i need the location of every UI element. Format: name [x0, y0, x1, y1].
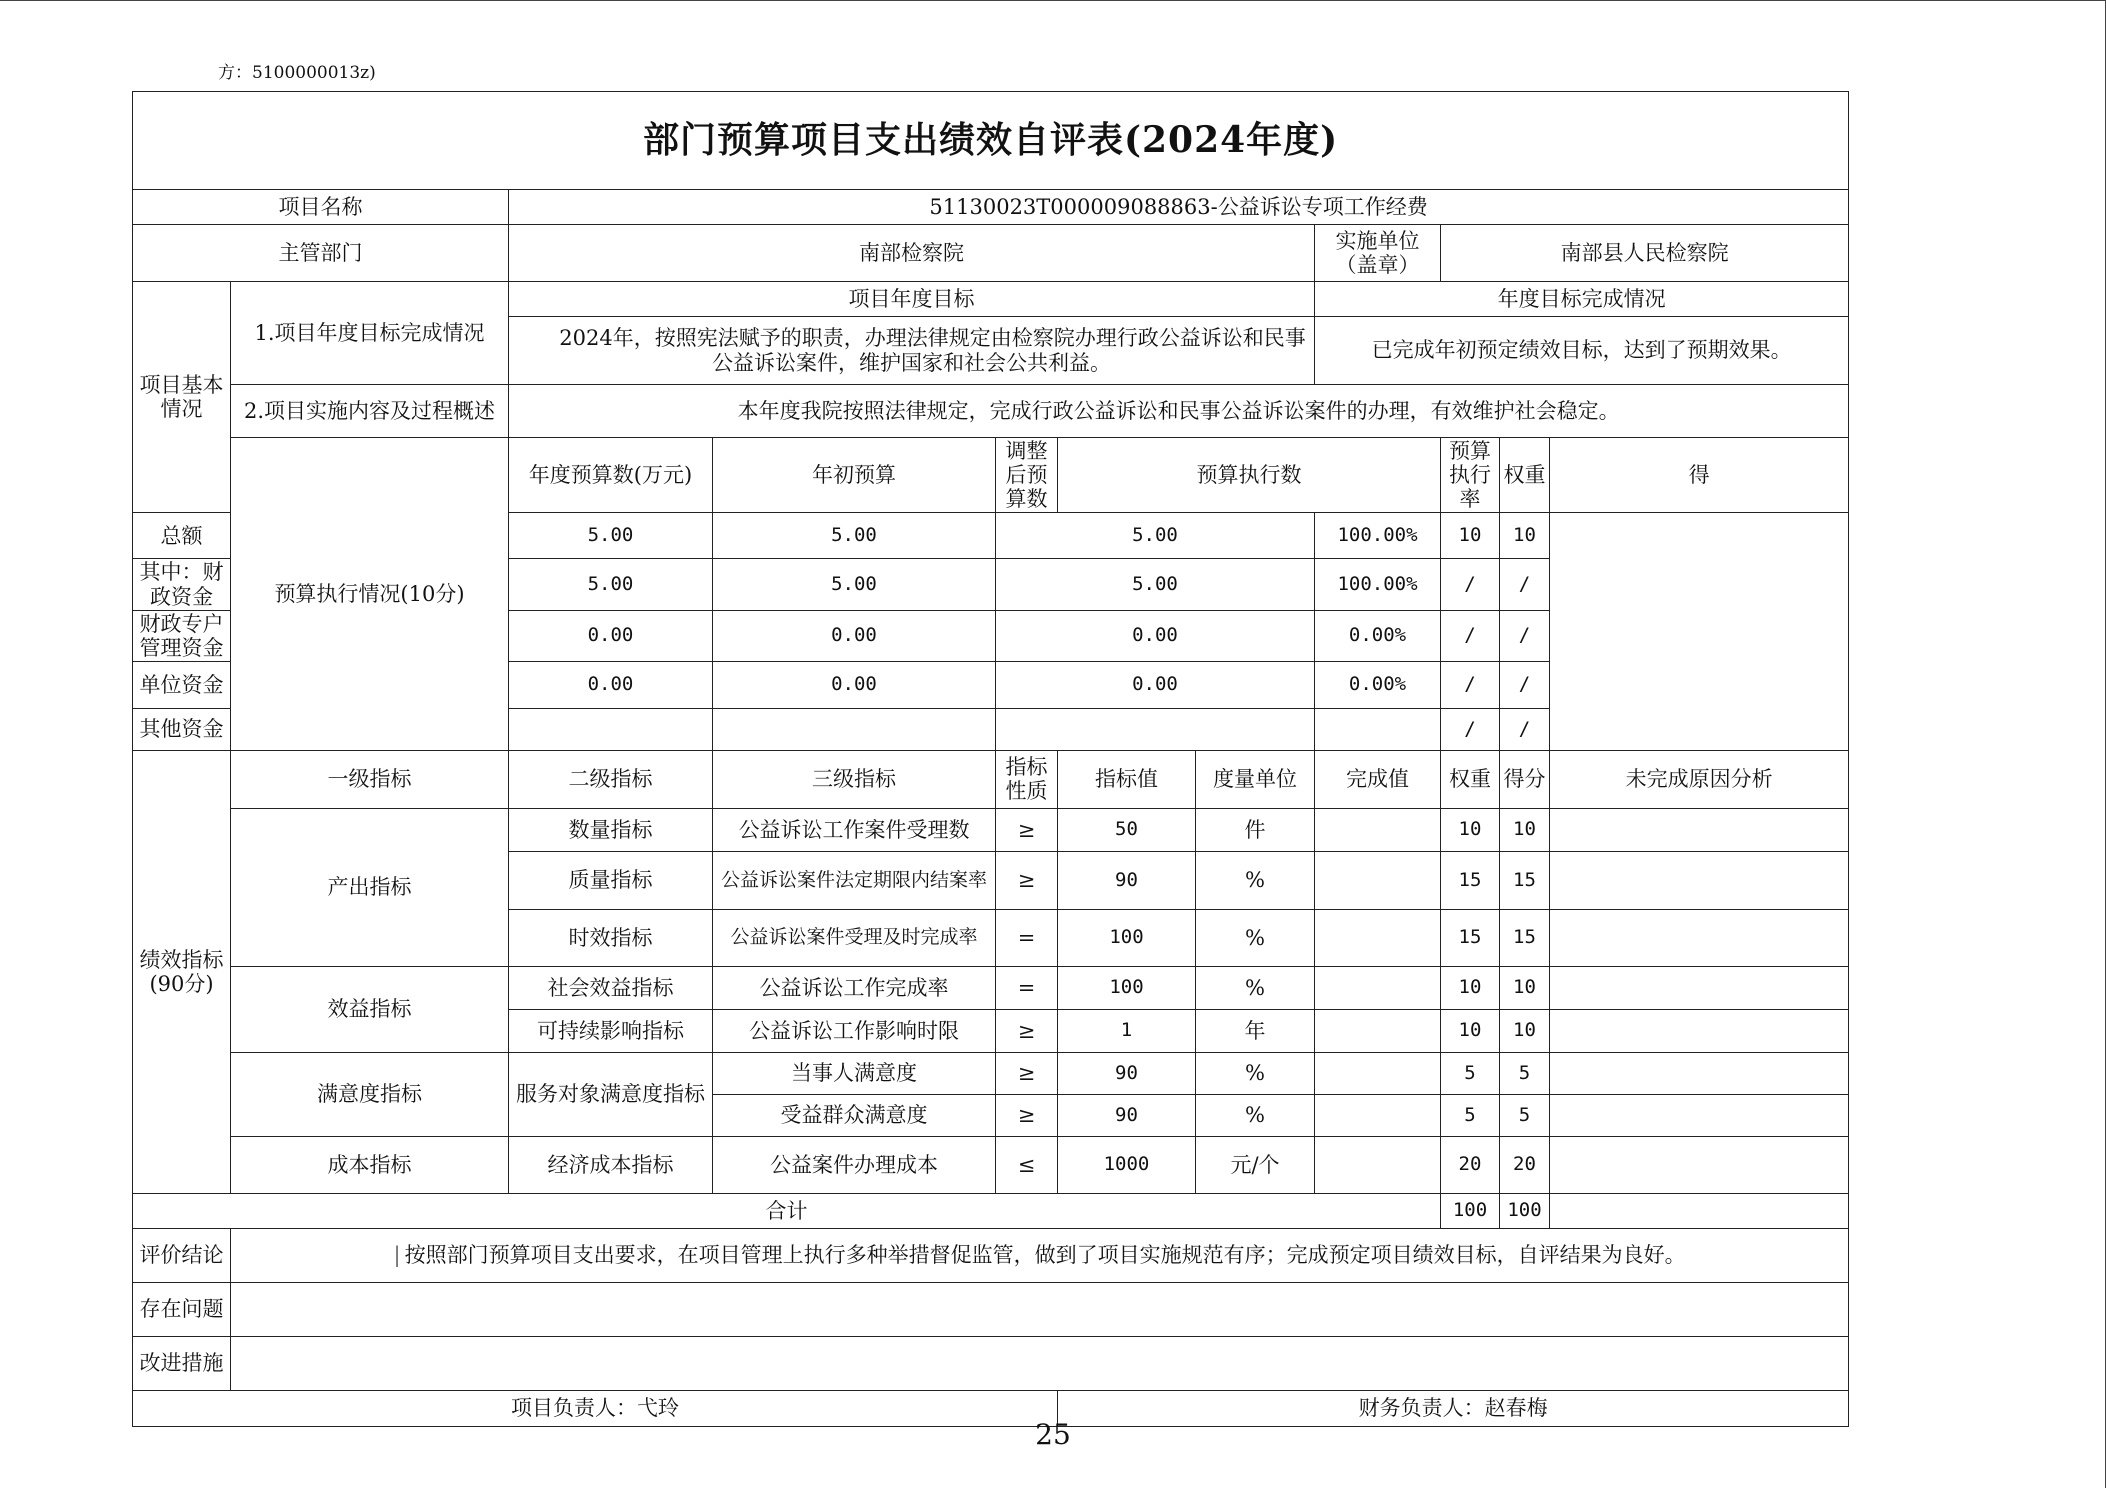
budget-row-score: /: [1500, 708, 1550, 750]
perf-group-cost: 成本指标: [231, 1136, 509, 1193]
budget-row-rate: 100.00%: [1315, 513, 1441, 559]
budget-header-score: 得: [1550, 438, 1849, 513]
perf-row-level3: 受益群众满意度: [713, 1094, 996, 1136]
measures-label: 改进措施: [133, 1336, 231, 1390]
performance-table: [132, 91, 1849, 1427]
implementation-label: 2.项目实施内容及过程概述: [231, 385, 509, 438]
department-value: 南部检察院: [509, 225, 1315, 282]
perf-header-actual: 完成值: [1315, 750, 1441, 808]
perf-header-level1: 一级指标: [231, 750, 509, 808]
perf-header-score: 得分: [1500, 750, 1550, 808]
perf-row-score: 15: [1500, 909, 1550, 966]
budget-row-weight: /: [1441, 708, 1500, 750]
perf-row-value: 100: [1058, 966, 1196, 1009]
budget-row-executed: [996, 708, 1315, 750]
perf-row-value: 90: [1058, 851, 1196, 909]
conclusion-label: 评价结论: [133, 1228, 231, 1282]
annual-goal-text: 2024年，按照宪法赋予的职责，办理法律规定由检察院办理行政公益诉讼和民事公益诉讼案件，维护国家和社会公共利益。: [509, 317, 1315, 385]
perf-row-actual: [1315, 851, 1441, 909]
perf-row-actual: [1315, 966, 1441, 1009]
perf-row-level3: 公益诉讼案件受理及时完成率: [713, 909, 996, 966]
perf-row-nature: ≥: [996, 1052, 1058, 1094]
perf-row-nature: ≥: [996, 1094, 1058, 1136]
budget-row-score: /: [1500, 610, 1550, 661]
total-score: 100: [1500, 1193, 1550, 1228]
budget-row-rate: 100.00%: [1315, 559, 1441, 610]
budget-row-weight: /: [1441, 661, 1500, 708]
total-analysis: [1550, 1193, 1849, 1228]
perf-header-value: 指标值: [1058, 750, 1196, 808]
perf-group-benefit: 效益指标: [231, 966, 509, 1052]
perf-row-unit: %: [1196, 1052, 1315, 1094]
implementing-unit-value: 南部县人民检察院: [1441, 225, 1849, 282]
perf-row-unit: 年: [1196, 1009, 1315, 1052]
conclusion-text: 按照部门预算项目支出要求，在项目管理上执行多种举措督促监管，做到了项目实施规范有序；完成预定项目绩效目标，自评结果为良好。: [404, 1243, 1686, 1268]
budget-row-initial: 5.00: [509, 513, 713, 559]
perf-row-actual: [1315, 1052, 1441, 1094]
conclusion-cell: [231, 1228, 1849, 1282]
perf-row-nature: =: [996, 909, 1058, 966]
budget-row-name: 财政专户管理资金: [133, 610, 231, 661]
budget-row-initial: 0.00: [509, 610, 713, 661]
budget-header-adjusted: 调整后预算数: [996, 438, 1058, 513]
page-number: 25: [1035, 1418, 1071, 1451]
perf-row-score: 10: [1500, 808, 1550, 851]
perf-row-actual: [1315, 808, 1441, 851]
budget-row-rate: 0.00%: [1315, 661, 1441, 708]
perf-row-unit: %: [1196, 1094, 1315, 1136]
perf-row-analysis: [1550, 1009, 1849, 1052]
perf-row-unit: %: [1196, 909, 1315, 966]
perf-row-actual: [1315, 1136, 1441, 1193]
perf-row-level3: 公益诉讼工作案件受理数: [713, 808, 996, 851]
perf-row-analysis: [1550, 808, 1849, 851]
perf-row-weight: 5: [1441, 1094, 1500, 1136]
budget-row-score: /: [1500, 661, 1550, 708]
perf-header-level3: 三级指标: [713, 750, 996, 808]
perf-row-weight: 15: [1441, 851, 1500, 909]
perf-row-nature: =: [996, 966, 1058, 1009]
perf-row-level3: 当事人满意度: [713, 1052, 996, 1094]
budget-row-weight: 10: [1441, 513, 1500, 559]
budget-row-executed: 0.00: [996, 661, 1315, 708]
goal-completion-label: 1.项目年度目标完成情况: [231, 282, 509, 385]
perf-row-actual: [1315, 1094, 1441, 1136]
perf-row-nature: ≤: [996, 1136, 1058, 1193]
budget-row-rate: [1315, 708, 1441, 750]
budget-row-initial: 0.00: [509, 661, 713, 708]
perf-row-actual: [1315, 909, 1441, 966]
perf-group-output: 产出指标: [231, 808, 509, 966]
budget-row-adjusted: [713, 708, 996, 750]
perf-row-level2: 社会效益指标: [509, 966, 713, 1009]
perf-row-nature: ≥: [996, 808, 1058, 851]
budget-row-initial: 5.00: [509, 559, 713, 610]
perf-row-analysis: [1550, 851, 1849, 909]
budget-row-name: 其中：财政资金: [133, 559, 231, 610]
issues-text: [231, 1282, 1849, 1336]
perf-row-analysis: [1550, 1136, 1849, 1193]
budget-row-weight: /: [1441, 559, 1500, 610]
perf-row-analysis: [1550, 1094, 1849, 1136]
perf-row-level2: 经济成本指标: [509, 1136, 713, 1193]
perf-row-level3: 公益诉讼工作影响时限: [713, 1009, 996, 1052]
budget-reason-cell: [1550, 513, 1849, 751]
budget-row-adjusted: 0.00: [713, 661, 996, 708]
document-caption: 方：5100000013z): [218, 63, 376, 83]
perf-row-weight: 20: [1441, 1136, 1500, 1193]
budget-row-executed: 0.00: [996, 610, 1315, 661]
total-label: 合计: [133, 1193, 1441, 1228]
perf-row-nature: ≥: [996, 851, 1058, 909]
annual-goal-header: 项目年度目标: [509, 282, 1315, 317]
total-weight: 100: [1441, 1193, 1500, 1228]
perf-row-level3: 公益案件办理成本: [713, 1136, 996, 1193]
perf-row-value: 50: [1058, 808, 1196, 851]
perf-row-score: 10: [1500, 1009, 1550, 1052]
perf-row-analysis: [1550, 966, 1849, 1009]
page-title: 部门预算项目支出绩效自评表(2024年度): [133, 92, 1849, 190]
budget-header-executed: 预算执行数: [1058, 438, 1441, 513]
implementation-text: 本年度我院按照法律规定，完成行政公益诉讼和民事公益诉讼案件的办理，有效维护社会稳定。: [509, 385, 1849, 438]
project-name-label: 项目名称: [133, 190, 509, 225]
budget-header-initial: 年初预算: [713, 438, 996, 513]
text-cursor-mark: |: [393, 1243, 401, 1268]
perf-row-value: 90: [1058, 1052, 1196, 1094]
budget-section-label: 预算执行情况(10分): [231, 438, 509, 751]
project-name-value: 51130023T000009088863-公益诉讼专项工作经费: [509, 190, 1849, 225]
budget-header-rate: 预算执行率: [1441, 438, 1500, 513]
perf-row-level2: 质量指标: [509, 851, 713, 909]
budget-row-weight: /: [1441, 610, 1500, 661]
perf-row-value: 1: [1058, 1009, 1196, 1052]
perf-row-analysis: [1550, 909, 1849, 966]
perf-row-score: 10: [1500, 966, 1550, 1009]
perf-row-level3: 公益诉讼工作完成率: [713, 966, 996, 1009]
department-label: 主管部门: [133, 225, 509, 282]
perf-row-weight: 5: [1441, 1052, 1500, 1094]
budget-header-item: 年度预算数(万元): [509, 438, 713, 513]
budget-row-score: 10: [1500, 513, 1550, 559]
perf-row-unit: %: [1196, 851, 1315, 909]
perf-row-weight: 10: [1441, 966, 1500, 1009]
perf-row-score: 5: [1500, 1052, 1550, 1094]
perf-row-value: 100: [1058, 909, 1196, 966]
perf-header-weight: 权重: [1441, 750, 1500, 808]
basic-info-section-label: 项目基本情况: [133, 282, 231, 513]
perf-group-satisfaction: 满意度指标: [231, 1052, 509, 1136]
budget-row-score: /: [1500, 559, 1550, 610]
measures-text: [231, 1336, 1849, 1390]
goal-completion-header: 年度目标完成情况: [1315, 282, 1849, 317]
perf-row-level2: 可持续影响指标: [509, 1009, 713, 1052]
finance-lead: 财务负责人：赵春梅: [1058, 1390, 1849, 1426]
budget-row-rate: 0.00%: [1315, 610, 1441, 661]
perf-header-nature: 指标性质: [996, 750, 1058, 808]
budget-row-name: 其他资金: [133, 708, 231, 750]
budget-row-adjusted: 5.00: [713, 513, 996, 559]
perf-header-analysis: 未完成原因分析: [1550, 750, 1849, 808]
perf-row-score: 20: [1500, 1136, 1550, 1193]
perf-row-nature: ≥: [996, 1009, 1058, 1052]
budget-header-weight: 权重: [1500, 438, 1550, 513]
perf-row-weight: 15: [1441, 909, 1500, 966]
perf-row-analysis: [1550, 1052, 1849, 1094]
perf-header-level2: 二级指标: [509, 750, 713, 808]
perf-row-score: 15: [1500, 851, 1550, 909]
perf-row-value: 90: [1058, 1094, 1196, 1136]
budget-row-adjusted: 0.00: [713, 610, 996, 661]
perf-row-weight: 10: [1441, 1009, 1500, 1052]
budget-row-executed: 5.00: [996, 559, 1315, 610]
perf-row-level2: 时效指标: [509, 909, 713, 966]
budget-row-name: 单位资金: [133, 661, 231, 708]
budget-row-name: 总额: [133, 513, 231, 559]
perf-row-level2: 数量指标: [509, 808, 713, 851]
page-frame-top: [0, 0, 2106, 1]
budget-row-adjusted: 5.00: [713, 559, 996, 610]
issues-label: 存在问题: [133, 1282, 231, 1336]
budget-row-initial: [509, 708, 713, 750]
perf-satisfaction-level2: 服务对象满意度指标: [509, 1052, 713, 1136]
perf-row-unit: 件: [1196, 808, 1315, 851]
perf-row-actual: [1315, 1009, 1441, 1052]
perf-section-label: 绩效指标(90分): [133, 750, 231, 1193]
perf-row-unit: %: [1196, 966, 1315, 1009]
budget-row-executed: 5.00: [996, 513, 1315, 559]
perf-row-score: 5: [1500, 1094, 1550, 1136]
perf-row-weight: 10: [1441, 808, 1500, 851]
perf-row-unit: 元/个: [1196, 1136, 1315, 1193]
perf-header-unit: 度量单位: [1196, 750, 1315, 808]
project-lead: 项目负责人：弋玲: [133, 1390, 1058, 1426]
goal-completion-text: 已完成年初预定绩效目标，达到了预期效果。: [1315, 317, 1849, 385]
implementing-unit-label: 实施单位（盖章）: [1315, 225, 1441, 282]
perf-row-value: 1000: [1058, 1136, 1196, 1193]
perf-row-level3: 公益诉讼案件法定期限内结案率: [713, 851, 996, 909]
